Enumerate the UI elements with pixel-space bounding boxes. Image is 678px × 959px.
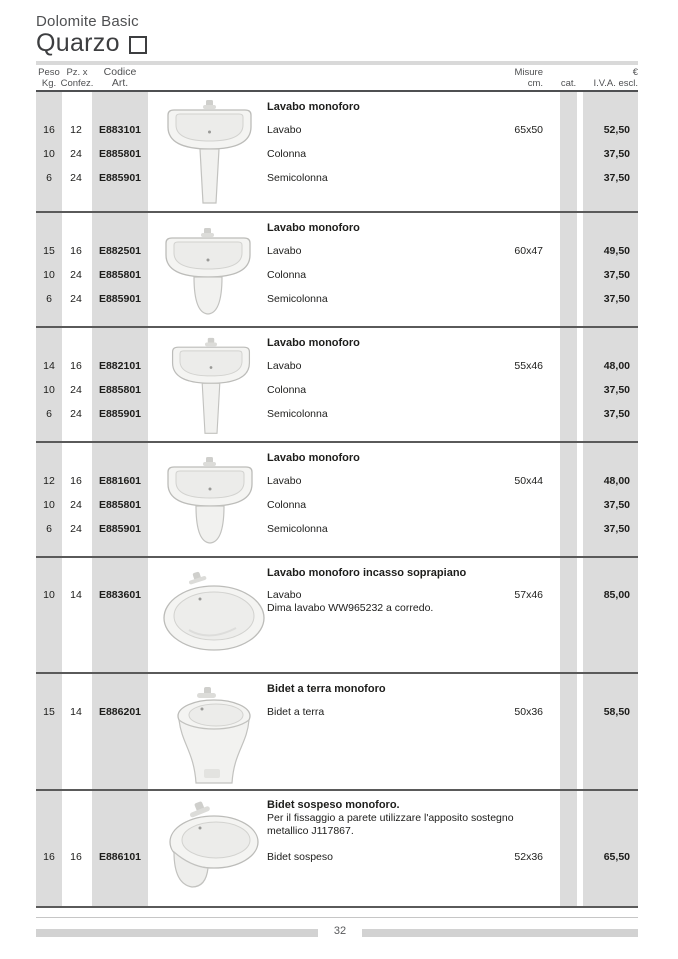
column-header-peso-line1: Peso [38, 67, 60, 78]
product-block-4 [36, 443, 638, 556]
cell-price: 37,50 [603, 293, 630, 305]
column-header-cat-label: cat. [560, 78, 577, 89]
cell-price: 37,50 [603, 148, 630, 160]
cell-misure: 65x50 [514, 124, 543, 136]
cell-price: 49,50 [603, 245, 630, 257]
cell-codice: E885801 [98, 269, 142, 281]
cell-pz: 12 [70, 124, 82, 136]
cell-codice: E885801 [98, 148, 142, 160]
cell-price: 48,00 [603, 475, 630, 487]
table-row [36, 293, 638, 306]
table-row [36, 475, 638, 488]
cell-peso: 6 [46, 408, 52, 420]
cell-peso: 10 [43, 269, 55, 281]
table-row [36, 384, 638, 397]
table-row [36, 172, 638, 185]
cell-price: 37,50 [603, 408, 630, 420]
product-image-countertop-washbasin [154, 570, 269, 655]
product-image-floor-bidet [164, 686, 259, 788]
cell-codice: E886201 [98, 706, 142, 718]
cell-codice: E885801 [98, 384, 142, 396]
cell-peso: 15 [43, 706, 55, 718]
cell-price: 85,00 [603, 589, 630, 601]
series-title: Quarzo [36, 29, 120, 57]
cell-desc: Semicolonna [267, 172, 328, 184]
product-title: Bidet a terra monoforo [267, 683, 386, 695]
product-block-2 [36, 213, 638, 326]
cell-misure: 57x46 [514, 589, 543, 601]
cell-pz: 24 [70, 523, 82, 535]
cell-pz: 24 [70, 499, 82, 511]
table-bottom-rule [36, 906, 638, 908]
table-row [36, 360, 638, 373]
column-header-misure-line2: cm. [527, 78, 543, 89]
cell-misure: 50x36 [514, 706, 543, 718]
cell-desc: Colonna [267, 499, 307, 511]
cell-codice: E885801 [98, 499, 142, 511]
product-title: Lavabo monoforo [267, 222, 360, 234]
product-title: Lavabo monoforo [267, 101, 360, 113]
cell-price: 37,50 [603, 269, 630, 281]
cell-peso: 10 [43, 589, 55, 601]
cell-pz: 24 [70, 148, 82, 160]
cell-codice: E885901 [98, 172, 142, 184]
series-title-row [36, 29, 147, 58]
cell-desc: Semicolonna [267, 293, 328, 305]
cell-peso: 10 [43, 499, 55, 511]
cell-peso: 6 [46, 293, 52, 305]
cell-misure: 60x47 [514, 245, 543, 257]
cell-codice: E883601 [98, 589, 142, 601]
cell-pz: 24 [70, 384, 82, 396]
cell-peso: 6 [46, 523, 52, 535]
cell-peso: 15 [43, 245, 55, 257]
column-header-codice [92, 67, 148, 89]
cell-codice: E885901 [98, 408, 142, 420]
column-header-cat [558, 78, 579, 89]
cell-pz: 16 [70, 245, 82, 257]
cell-pz: 24 [70, 172, 82, 184]
cell-desc: Lavabo [267, 245, 302, 257]
cell-pz: 24 [70, 408, 82, 420]
product-block-6 [36, 674, 638, 789]
column-header-price-line1: € [632, 67, 638, 78]
cell-price: 48,00 [603, 360, 630, 372]
cell-codice: E882101 [98, 360, 142, 372]
header-gray-bar [36, 61, 638, 65]
cell-desc: Colonna [267, 384, 307, 396]
cell-peso: 10 [43, 148, 55, 160]
cell-peso: 6 [46, 172, 52, 184]
cell-peso: 12 [43, 475, 55, 487]
cell-price: 37,50 [603, 172, 630, 184]
column-header-pz-line2: Confez. [60, 78, 94, 89]
product-image-wall-hung-bidet [154, 800, 264, 892]
cell-price: 37,50 [603, 499, 630, 511]
cell-pz: 14 [70, 589, 82, 601]
cell-desc: Semicolonna [267, 523, 328, 535]
table-row [36, 245, 638, 258]
column-header-peso-line2: Kg. [41, 78, 57, 89]
column-header-pz-confez [60, 67, 94, 89]
table-row [36, 148, 638, 161]
cell-price: 58,50 [603, 706, 630, 718]
cell-desc: Bidet a terra [267, 706, 325, 718]
cell-price: 37,50 [603, 523, 630, 535]
product-block-5 [36, 558, 638, 672]
column-header-price-line2: I.V.A. escl. [593, 78, 638, 89]
cell-codice: E881601 [98, 475, 142, 487]
product-title: Lavabo monoforo [267, 452, 360, 464]
cell-pz: 16 [70, 360, 82, 372]
cell-misure: 55x46 [514, 360, 543, 372]
table-row [36, 408, 638, 421]
footer-bar-right [362, 929, 638, 937]
cell-desc: Lavabo [267, 589, 302, 601]
cell-codice: E885901 [98, 523, 142, 535]
table-row [36, 706, 638, 719]
cell-desc: Lavabo [267, 360, 302, 372]
product-block-1 [36, 92, 638, 211]
product-note-line1: Per il fissaggio a parete utilizzare l'apposito sostegno [267, 812, 514, 824]
column-header-misure-line1: Misure [514, 67, 543, 78]
cell-price: 52,50 [603, 124, 630, 136]
cell-pz: 16 [70, 475, 82, 487]
cell-desc: Semicolonna [267, 408, 328, 420]
cell-codice: E882501 [98, 245, 142, 257]
cell-desc: Bidet sospeso [267, 851, 333, 863]
column-header-price [578, 67, 638, 89]
cell-pz: 24 [70, 293, 82, 305]
cell-desc-line2: Dima lavabo WW965232 a corredo. [267, 602, 434, 614]
cell-pz: 14 [70, 706, 82, 718]
product-title: Bidet sospeso monoforo. [267, 799, 400, 811]
cell-codice: E885901 [98, 293, 142, 305]
table-row [36, 589, 638, 602]
column-header-misure [473, 67, 543, 89]
cell-peso: 16 [43, 124, 55, 136]
table-row [36, 269, 638, 282]
footer-divider [36, 917, 638, 918]
cell-price: 65,50 [603, 851, 630, 863]
cell-desc: Colonna [267, 269, 307, 281]
cell-misure: 50x44 [514, 475, 543, 487]
cell-peso: 14 [43, 360, 55, 372]
column-header-pz-line1: Pz. x [66, 67, 88, 78]
cell-pz: 16 [70, 851, 82, 863]
column-header-codice-line1: Codice [103, 66, 137, 78]
product-title: Lavabo monoforo [267, 337, 360, 349]
cell-codice: E886101 [98, 851, 142, 863]
table-row [36, 523, 638, 536]
product-note-line2: metallico J117867. [267, 825, 354, 837]
cell-misure: 52x36 [514, 851, 543, 863]
column-header-peso [36, 67, 62, 89]
table-row [36, 124, 638, 137]
table-row [36, 499, 638, 512]
cell-codice: E883101 [98, 124, 142, 136]
series-square-icon [129, 36, 147, 54]
cell-peso: 10 [43, 384, 55, 396]
table-row [36, 851, 638, 864]
cell-desc: Lavabo [267, 475, 302, 487]
column-header-codice-line2: Art. [111, 77, 129, 89]
brand-title: Dolomite Basic [36, 13, 139, 30]
cell-desc: Colonna [267, 148, 307, 160]
product-title: Lavabo monoforo incasso soprapiano [267, 567, 467, 579]
footer-bar-left [36, 929, 318, 937]
product-block-3 [36, 328, 638, 441]
cell-price: 37,50 [603, 384, 630, 396]
cell-pz: 24 [70, 269, 82, 281]
cell-peso: 16 [43, 851, 55, 863]
product-block-7 [36, 791, 638, 906]
cell-desc: Lavabo [267, 124, 302, 136]
page-number: 32 [333, 925, 347, 937]
